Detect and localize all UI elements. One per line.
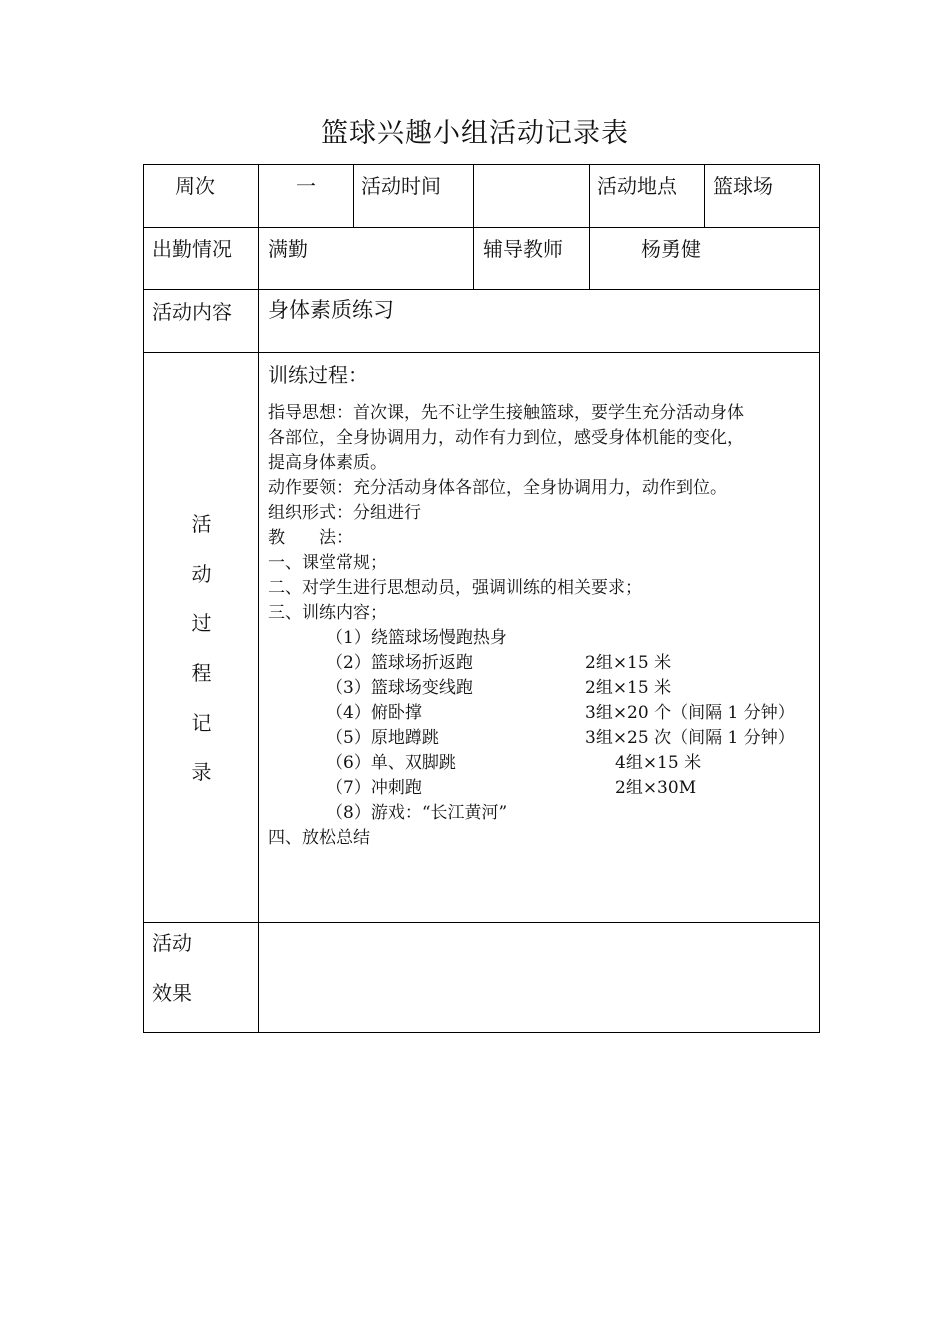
training-item-name: （1）绕篮球场慢跑热身 <box>326 628 507 648</box>
row-divider <box>143 289 820 290</box>
document-title: 篮球兴趣小组活动记录表 <box>321 118 629 149</box>
process-line: 提高身体素质。 <box>268 453 387 473</box>
process-label-char: 过 <box>191 611 212 635</box>
training-item-detail: 4组×15 米 <box>615 753 702 773</box>
training-item-name: （4）俯卧撑 <box>326 703 422 723</box>
process-line: 二、对学生进行思想动员，强调训练的相关要求； <box>268 578 642 598</box>
process-line: 各部位，全身协调用力，动作有力到位，感受身体机能的变化， <box>268 428 744 448</box>
training-item-name: （7）冲刺跑 <box>326 778 422 798</box>
attendance-label: 出勤情况 <box>152 237 232 261</box>
process-label-char: 程 <box>191 661 212 685</box>
teacher-label: 辅导教师 <box>483 237 563 261</box>
effect-label-line2: 效果 <box>152 981 192 1005</box>
training-item-name: （2）篮球场折返跑 <box>326 653 473 673</box>
activity-time-label: 活动时间 <box>361 174 441 198</box>
column-divider <box>589 227 590 289</box>
table-border-right <box>819 164 820 1033</box>
column-divider <box>589 164 590 227</box>
training-item-name: （8）游戏：“长江黄河” <box>326 803 508 823</box>
process-line: 教 法： <box>268 528 353 548</box>
process-line: 指导思想：首次课，先不让学生接触篮球，要学生充分活动身体 <box>268 403 744 423</box>
training-item-detail: 2组×15 米 <box>585 678 672 698</box>
training-item-name: （5）原地蹲跳 <box>326 728 439 748</box>
column-divider <box>704 164 705 227</box>
training-item-name: （6）单、双脚跳 <box>326 753 456 773</box>
process-label-char: 动 <box>191 562 212 586</box>
process-heading: 训练过程： <box>268 363 368 387</box>
table-border-left <box>143 164 144 1033</box>
row-divider <box>143 352 820 353</box>
process-line: 动作要领：充分活动身体各部位，全身协调用力，动作到位。 <box>268 478 727 498</box>
process-label-char: 录 <box>191 760 212 784</box>
row-divider <box>143 227 820 228</box>
teacher-value: 杨勇健 <box>641 237 701 261</box>
row-divider <box>143 922 820 923</box>
week-value: 一 <box>296 174 316 198</box>
activity-place-value: 篮球场 <box>713 174 773 198</box>
column-divider <box>353 164 354 227</box>
training-item-detail: 3组×20 个（间隔 1 分钟） <box>585 703 795 723</box>
training-item-detail: 2组×15 米 <box>585 653 672 673</box>
process-line: 三、训练内容； <box>268 603 387 623</box>
column-divider <box>473 164 474 227</box>
column-divider <box>258 164 259 1033</box>
table-border-bottom <box>143 1032 820 1033</box>
process-line: 组织形式：分组进行 <box>268 503 421 523</box>
week-label: 周次 <box>175 174 215 198</box>
content-label: 活动内容 <box>152 300 232 324</box>
process-label-char: 记 <box>191 711 212 735</box>
table-border-top <box>143 164 820 165</box>
effect-label-line1: 活动 <box>152 931 192 955</box>
training-item-detail: 3组×25 次（间隔 1 分钟） <box>585 728 795 748</box>
training-item-name: （3）篮球场变线跑 <box>326 678 473 698</box>
process-closing: 四、放松总结 <box>268 828 370 848</box>
training-item-detail: 2组×30M <box>615 778 697 798</box>
process-line: 一、课堂常规； <box>268 553 387 573</box>
process-label-char: 活 <box>191 512 212 536</box>
column-divider <box>473 227 474 289</box>
activity-place-label: 活动地点 <box>597 174 677 198</box>
content-value: 身体素质练习 <box>268 298 394 322</box>
attendance-value: 满勤 <box>268 237 308 261</box>
